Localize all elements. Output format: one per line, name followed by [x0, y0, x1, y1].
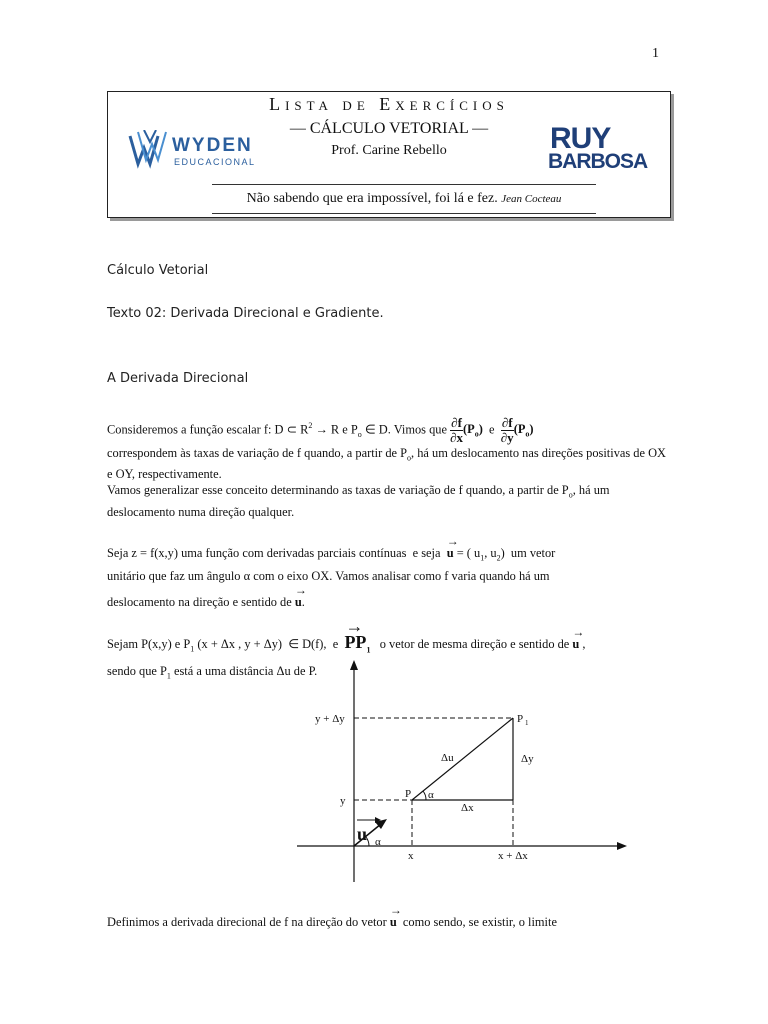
header-professor: Prof. Carine Rebello — [331, 143, 447, 158]
label-x: x — [408, 850, 414, 862]
label-p1-sub: 1 — [525, 719, 529, 727]
label-du: Δu — [441, 752, 454, 764]
header-title: Lista de Exercícios — [269, 94, 509, 114]
wyden-sub: EDUCACIONAL — [174, 157, 256, 167]
page-number: 1 — [652, 46, 659, 61]
section-title: A Derivada Direcional — [107, 371, 249, 386]
ruy-barbosa-logo — [546, 124, 658, 176]
paragraph-1: Consideremos a função escalar f: D ⊂ $R^2 \to R$ e $P_o$ ∈ D. Vimos que $\frac{\partial f}{\partial x}$ $(P_o)$ e $\frac{\partial f}{\partial y}$ $(P_o)$ correspondem às taxas de variação de f quando, a partir de $P_o$, há um deslocamento nas direções positivas de OX e OY, respectivamente. Vamos generalizar esse conceito determinando as taxas de variação de f quando, a partir de $P_o$, há um deslocamento numa direção qualquer. — [107, 415, 666, 519]
y-axis-arrow-icon — [350, 660, 358, 670]
text-title: Texto 02: Derivada Direcional e Gradiente. — [107, 306, 384, 321]
directional-derivative-diagram — [295, 660, 635, 890]
label-p: P — [405, 788, 412, 800]
header-subtitle: — CÁLCULO VETORIAL — — [289, 120, 489, 137]
alpha-arc-p — [423, 791, 426, 800]
vector-pp1-symbol: → $PP_1$ — [344, 624, 370, 661]
label-x-plus-dx: x + Δx — [498, 850, 528, 862]
wyden-mark-icon — [128, 130, 170, 170]
vector-u-symbol: → u — [390, 905, 397, 931]
vector-u-symbol: → u — [572, 626, 579, 654]
paragraph-4 — [107, 905, 667, 931]
label-y-plus-dy: y + Δy — [315, 713, 345, 725]
partial-x-fraction: $\frac{\partial f}{\partial x}$ — [450, 415, 464, 445]
vector-u-symbol: → u — [295, 585, 302, 611]
header-box — [107, 91, 671, 218]
wyden-word: WYDEN — [172, 135, 253, 156]
label-u: u — [357, 824, 368, 844]
label-y: y — [340, 795, 346, 807]
quote-text: Não sabendo que era impossível, foi lá e fez. — [246, 191, 498, 206]
footer-text: Definimos a derivada direcional de f na direção do vetor — [107, 915, 387, 929]
quote-author: Jean Cocteau — [501, 193, 562, 205]
paragraph-3: Sejam P(x,y) e $P_1$ (x + Δx , y + Δy) ∈ D(f), $e \to PP_1$ o vetor de mesma direção e sentido de → u , sendo que $P_1$ está a uma distância Δu de P. — [107, 624, 667, 686]
label-alpha-origin: α — [375, 836, 381, 848]
label-dy: Δy — [521, 753, 534, 765]
ruy-text: RUY — [550, 122, 611, 155]
label-dx: Δx — [461, 802, 474, 814]
partial-y-fraction: $\frac{\partial f}{\partial y}$ — [500, 415, 514, 445]
label-alpha-p: α — [428, 789, 434, 801]
x-axis-arrow-icon — [617, 842, 627, 850]
barbosa-text: BARBOSA — [548, 150, 648, 173]
quote-bar — [212, 184, 596, 214]
footer-text-end: como sendo, se existir, o limite — [402, 915, 557, 929]
segment-pp1 — [412, 718, 513, 800]
wyden-logo — [128, 128, 258, 170]
paragraph-2: Seja z = f(x,y) uma função com derivadas parciais contínuas e seja → u = ( $u_1$, $u_2$) um vetor unitário que faz um ângulo α com o eixo OX. Vamos analisar como f varia quando há um deslocamento na direção e sentido de → u. — [107, 536, 667, 611]
vector-u-symbol: → u — [447, 536, 454, 562]
course-title: Cálculo Vetorial — [107, 263, 209, 278]
label-p1: P — [517, 713, 524, 725]
